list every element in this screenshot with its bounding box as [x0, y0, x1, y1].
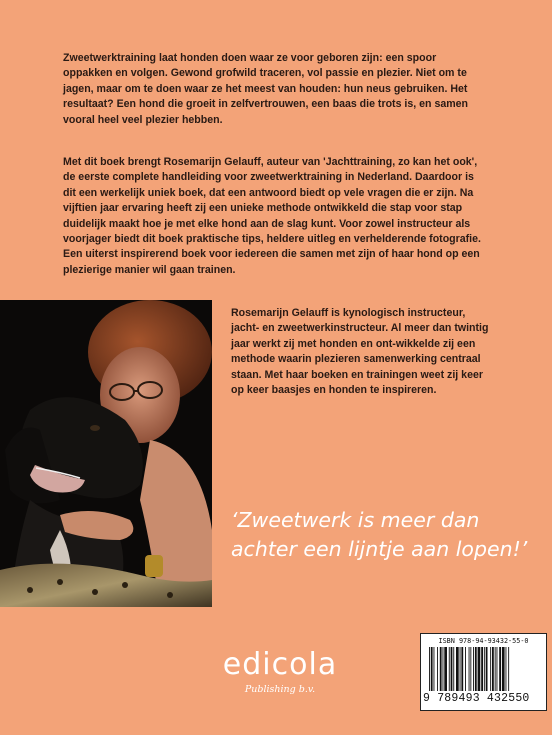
- publisher-logo-text: edicola: [222, 647, 338, 682]
- barcode-bar: [449, 647, 450, 691]
- barcode-bar: [497, 647, 498, 691]
- barcode-bar: [506, 647, 507, 691]
- barcode-bar: [470, 647, 471, 691]
- pull-quote: ‘Zweetwerk is meer dan achter een lijntje aan lopen!’: [231, 508, 528, 561]
- barcode-bar: [495, 647, 496, 691]
- blurb-paragraph-2: Met dit boek brengt Rosemarijn Gelauff, auteur van 'Jachttraining, zo kan het ook', de eerste complete handleiding voor zweetwerktraining in Nederland. Daardoor is dit een werkelijk uniek boek, dat een antwoord biedt op vele vragen die er zijn. Na vijftien jaar ervaring heeft zij een unieke methode ontwikkeld die stap voor stap duidelijk maakt hoe je met elke hond aan de slag kunt. Voor zowel instructeur als voorjager biedt dit boek praktische tips, heldere uitleg en verhelderende fotografie. Een uiterst inspirerend boek voor iedereen die samen met zijn of haar hond op een plezierige manier wil gaan trainen.: [63, 156, 481, 276]
- barcode-bar: [473, 647, 474, 691]
- barcode-bar: [460, 647, 461, 691]
- barcode-bar: [499, 647, 501, 691]
- barcode-bar: [490, 647, 491, 691]
- barcode-bar: [440, 647, 442, 691]
- barcode-bar: [456, 647, 459, 691]
- barcode-bar: [508, 647, 509, 691]
- author-bio: Rosemarijn Gelauff is kynologisch instructeur, jacht- en zweetwerkinstructeur. Al meer dan twintig jaar werkt zij met honden en ont-wikkelde zij een methode waarin plezieren samenwerking centraal staan. Met haar boeken en trainingen weet zij keer op keer baasjes en honden te inspireren.: [231, 307, 489, 397]
- author-with-dog-photo: [0, 300, 212, 607]
- barcode-bar: [451, 647, 453, 691]
- publisher-logo-subtitle: Publishing b.v.: [244, 684, 316, 695]
- barcode-bar: [434, 647, 435, 691]
- isbn-barcode: [420, 633, 547, 711]
- barcode-bar: [469, 647, 470, 691]
- barcode-bar: [453, 647, 454, 691]
- isbn-label: ISBN 978-94-93432-55-0: [438, 637, 529, 645]
- publisher-logo: [215, 648, 345, 704]
- barcode-bar: [486, 647, 488, 691]
- barcode-bar: [484, 647, 485, 691]
- barcode-bar: [465, 647, 466, 691]
- barcode-bars: [429, 647, 538, 691]
- barcode-bar: [443, 647, 444, 691]
- barcode-bar: [461, 647, 463, 691]
- barcode-bar: [429, 647, 430, 691]
- barcode-bar: [492, 647, 494, 691]
- barcode-bar: [437, 647, 438, 691]
- ean-digits: 9 789493 432550: [423, 692, 530, 705]
- barcode-bar: [502, 647, 505, 691]
- author-photo-illustration: [0, 300, 212, 607]
- barcode-bar: [475, 647, 477, 691]
- barcode-bar: [444, 647, 447, 691]
- barcode-bar: [478, 647, 481, 691]
- blurb-paragraph-1: Zweetwerktraining laat honden doen waar ze voor geboren zijn: een spoor oppakken en volgen. Gewond grofwild traceren, vol passie en plezier. Niet om te jagen, maar om te doen waar ze het meest van houden: hun neus gebruiken. Het resultaat? Een hond die groeit in zelfvertrouwen, een baas die trots is, en samen vooral heel veel plezier hebben.: [63, 52, 469, 126]
- barcode-bar: [481, 647, 483, 691]
- barcode-bar: [431, 647, 433, 691]
